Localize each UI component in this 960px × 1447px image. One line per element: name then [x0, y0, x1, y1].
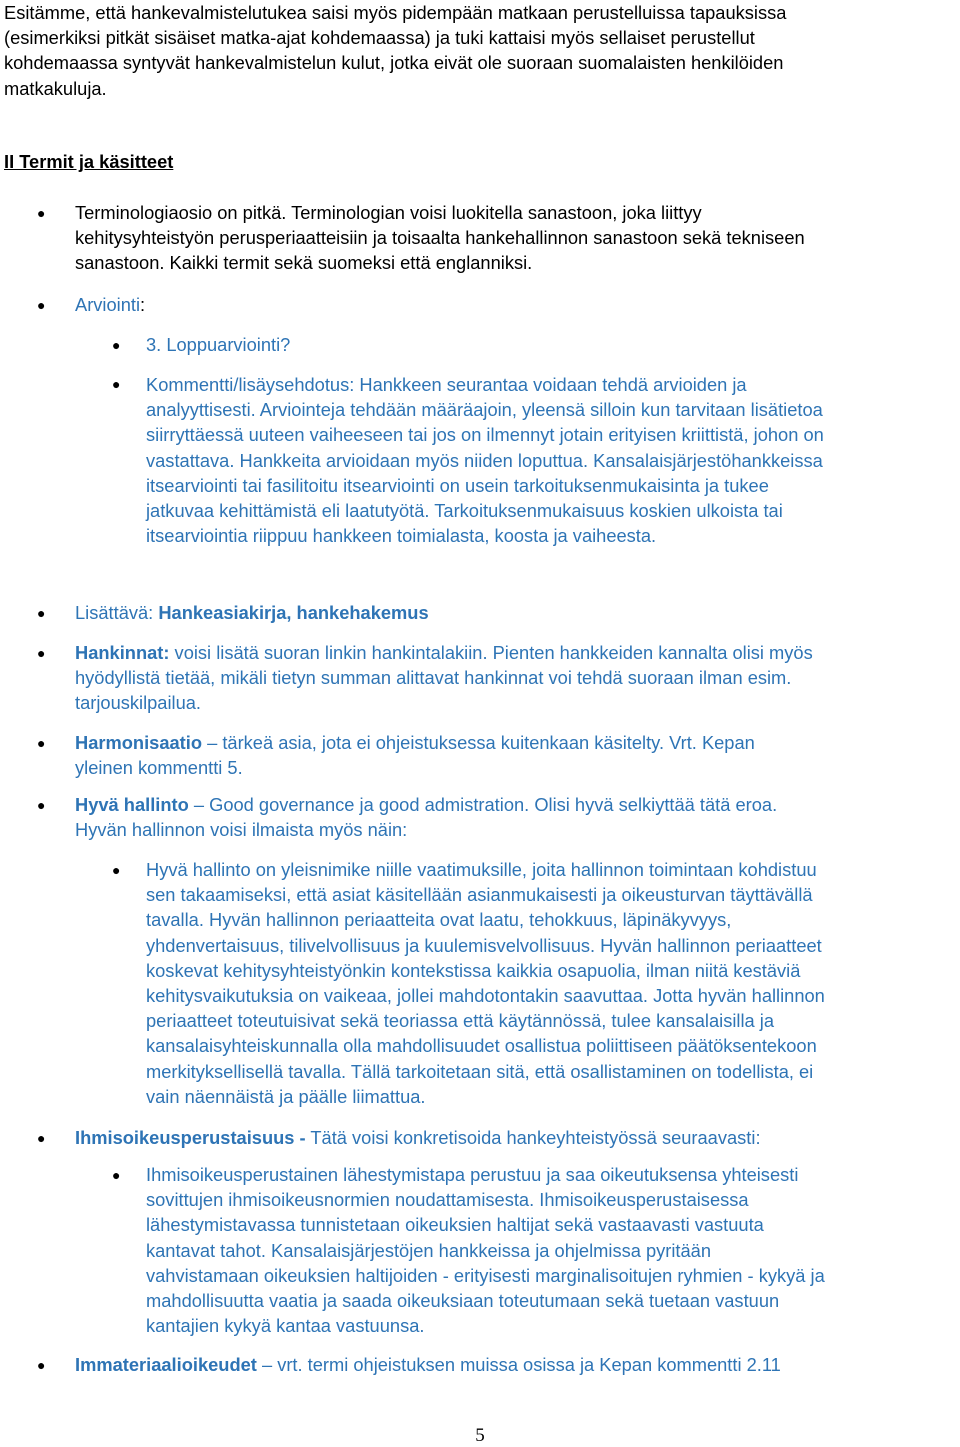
bullet-icon: ● [37, 297, 46, 313]
ihmisoikeus-term: Ihmisoikeusperustaisuus - [75, 1127, 306, 1148]
hankinnat-item: Hankinnat: voisi lisätä suoran linkin hankintalakiin. Pienten hankkeiden kannalta olisi myös hyödyllistä tietää, mikäli tietyn summan alittavat hankinnat voi tehdä suoraan ilman esim. tarjouskilpailua. [75, 642, 813, 714]
intro-line: (esimerkiksi pitkät sisäiset matka-ajat kohdemaassa) ja tuki kattaisi myös sellaiset perustellut [4, 27, 755, 49]
ihmisoikeus-item: Ihmisoikeusperustaisuus - Tätä voisi konkretisoida hankeyhteistyössä seuraavasti: [75, 1127, 761, 1148]
lisattava-item: Lisättävä: Hankeasiakirja, hankehakemus [75, 602, 429, 623]
intro-line: matkakuluja. [4, 77, 107, 99]
bullet-icon: ● [37, 205, 46, 221]
hyva-hallinto-item: Hyvä hallinto – Good governance ja good admistration. Olisi hyvä selkiyttää tätä eroa. Hyvän hallinnon voisi ilmaista myös näin: [75, 794, 778, 841]
arviointi-term: Arviointi [75, 294, 141, 315]
intro-line: Esitämme, että hankevalmistelutukea saisi myös pidempään matkaan perustelluissa tapauksissa [4, 2, 787, 23]
arviointi-item: Arviointi: [75, 294, 146, 315]
arviointi-comment: Kommentti/lisäysehdotus: Hankkeen seurantaa voidaan tehdä arvioiden ja analyyttisesti. Arviointeja tehdään määräajoin, yleensä silloin kun tarvitaan lisätietoa siirryttäessä uuteen vaiheeseen tai jos on ilmennyt jotain erityisen kriittistä, johon on vastattava. Hankkeita arvioidaan myös niiden loputtua. Kansalaisjärjestöhankkeissa itsearviointi tai fasilitoitu itsearviointi on usein tarkoituksenmukaisinta ja tukee jatkuvaa kehittämistä eli laatutyötä. Tarkoituksenmukaisuus koskien ulkoista tai itsearviointia riippuu hankkeen toimialasta, koosta ja vaiheesta. [146, 374, 824, 547]
immateriaali-term: Immateriaalioikeudet [75, 1354, 257, 1375]
page-number: 5 [475, 1425, 485, 1446]
harmonisaatio-term: Harmonisaatio [75, 732, 202, 753]
terminology-paragraph: Terminologiaosio on pitkä. Terminologian voisi luokitella sanastoon, joka liittyy kehitysyhteistyön perusperiaatteisiin ja toisaalta hankehallinnon sanastoon sekä tekniseen sanastoon. Kaikki termit sekä suomeksi että englanniksi. [75, 202, 805, 274]
bullet-icon: ● [37, 645, 46, 661]
hyva-hallinto-definition: Hyvä hallinto on yleisnimike niille vaatimuksille, joita hallinnon toimintaan kohdistuu sen takaamiseksi, että asiat käsitellään asianmukaisesti ja oikeusturvan täyttävällä tavalla. Hyvän hallinnon periaatteita ovat laatu, tehokkuus, läpinäkyvyys, yhdenvertaisuus, tilivelvollisuus ja kuulemisvelvollisuus. Hyvän hallinnon periaatteet koskevat kehitysyhteistyönkin kontekstissa kaikkia osapuolia, ilman niitä kestäviä kehitysvaikutuksia on vaikeaa, jollei mahdotontakin saavuttaa. Jotta hyvän hallinnon periaatteet toteutuisivat sekä teoriassa että käytännössä, tulee kansalaisilla ja kansalaisyhteiskunnalla olla mahdollisuudet osallistua poliittiseen päätöksentekoon merkityksellisellä tavalla. Tällä tarkoitetaan sitä, että osallistaminen on todellista, ei vain näennäistä ja päälle liimattua. [146, 859, 825, 1107]
bullet-icon: ● [112, 337, 121, 353]
bullet-icon: ● [37, 1130, 46, 1146]
intro-line: kohdemaassa syntyvät hankevalmistelun kulut, jotka eivät ole suoraan suomalaisten henkilöiden [4, 52, 784, 74]
ihmisoikeus-definition: Ihmisoikeusperustainen lähestymistapa perustuu ja saa oikeutuksensa yhteisesti sovittujen ihmisoikeusnormien noudattamisesta. Ihmisoikeusperustaisessa lähestymistavassa tunnistetaan oikeuksien haltijat sekä vastaavasti vastuuta kantavat tahot. Kansalaisjärjestöjen hankkeissa ja ohjelmissa pyritään vahvistamaan oikeuksien haltijoiden - erityisesti marginalisoitujen ryhmien - kykyä ja mahdollisuutta vaatia ja saada oikeuksiaan toteutumaan sekä tuetaan vastuun kantajien kykyä kantaa vastuunsa. [146, 1164, 825, 1337]
bullet-icon: ● [112, 862, 121, 878]
immateriaali-item: Immateriaalioikeudet – vrt. termi ohjeistuksen muissa osissa ja Kepan kommentti 2.11 [75, 1354, 781, 1375]
bullet-icon: ● [37, 735, 46, 751]
bullet-icon: ● [37, 797, 46, 813]
bullet-icon: ● [112, 1167, 121, 1183]
loppuarviointi-item: 3. Loppuarviointi? [146, 334, 291, 355]
bullet-icon: ● [112, 376, 121, 392]
bullet-icon: ● [37, 1357, 46, 1373]
intro-paragraph [4, 0, 952, 101]
hankinnat-term: Hankinnat: [75, 642, 170, 663]
hyva-hallinto-term: Hyvä hallinto [75, 794, 189, 815]
bullet-icon: ● [37, 605, 46, 621]
harmonisaatio-item: Harmonisaatio – tärkeä asia, jota ei ohjeistuksessa kuitenkaan käsitelty. Vrt. Kepan yleinen kommentti 5. [75, 732, 755, 779]
lisattava-value: Hankeasiakirja, hankehakemus [158, 602, 429, 623]
section-heading: II Termit ja käsitteet [4, 151, 174, 172]
